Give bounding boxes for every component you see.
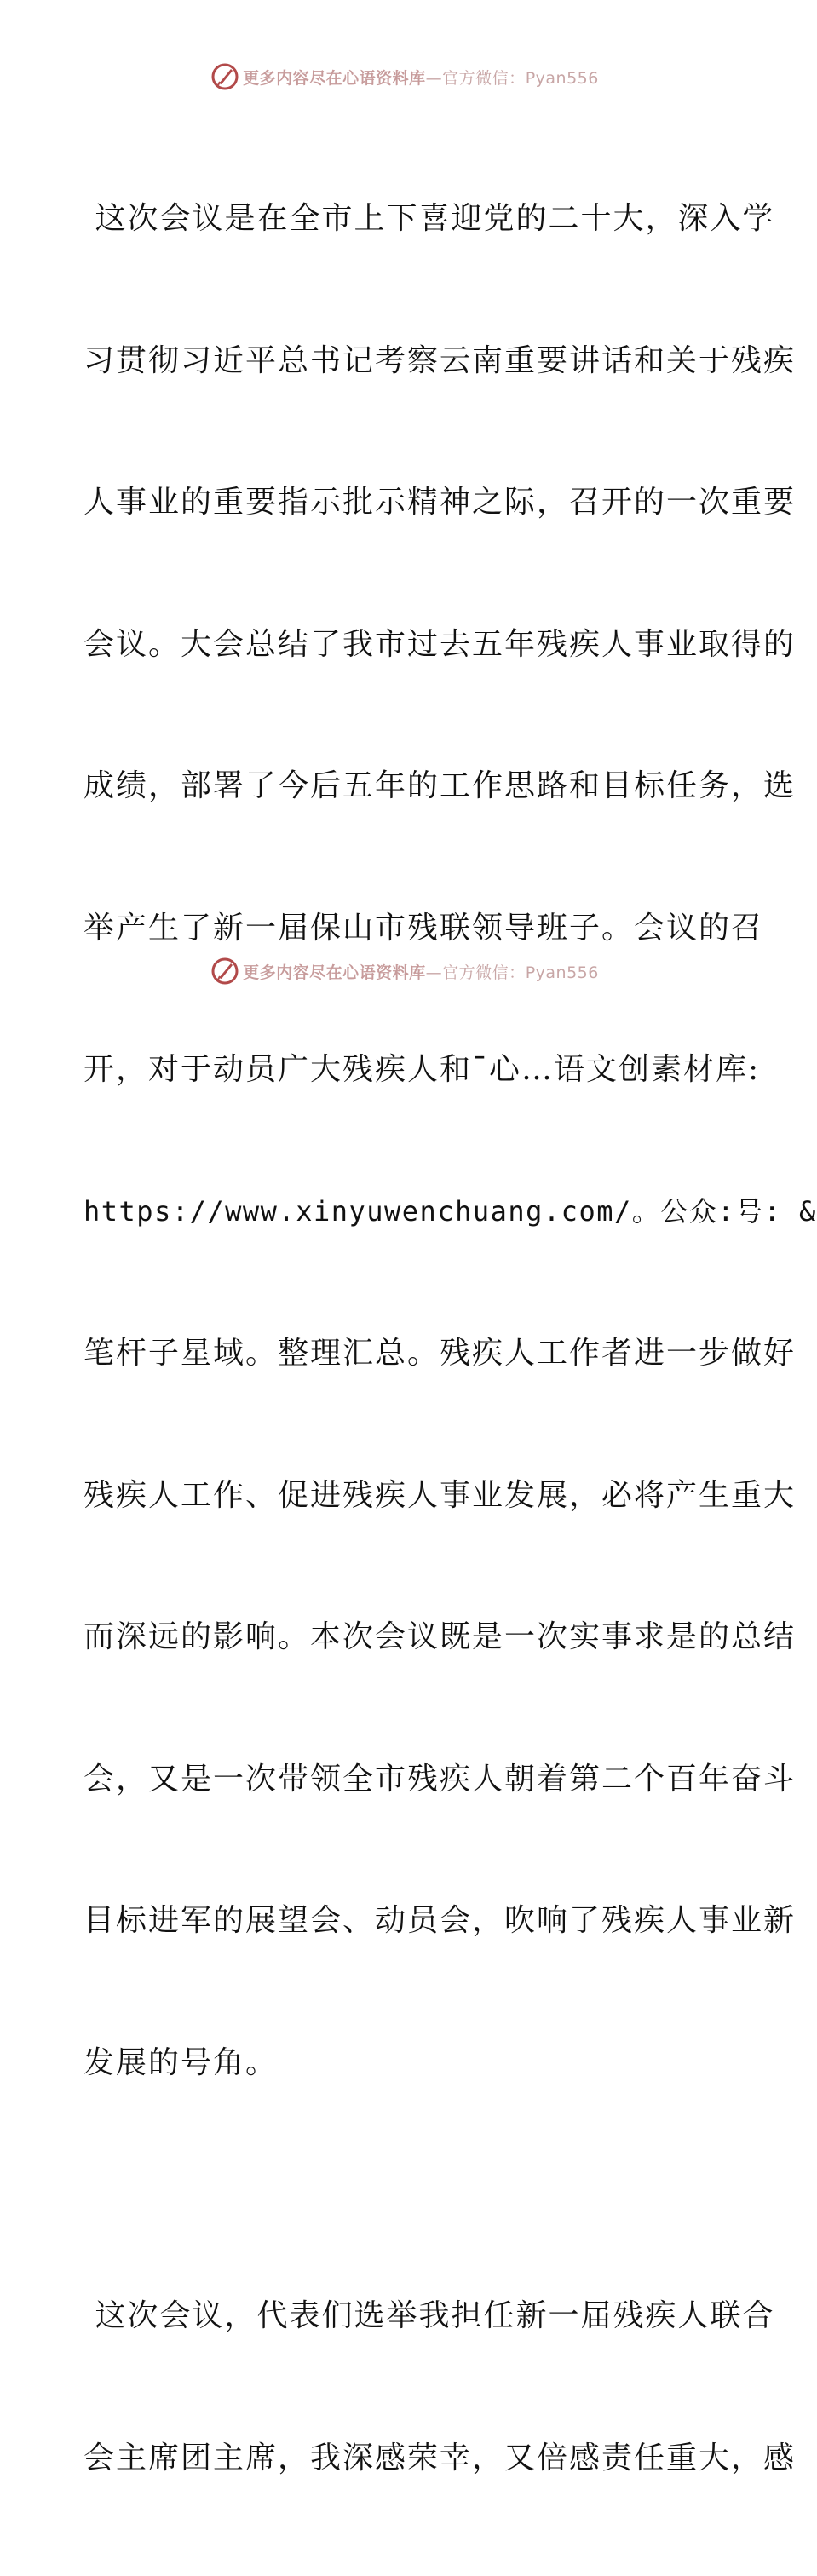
text-line-url: https://www.xinyuwenchuang.com/。公众:号: & bbox=[83, 1194, 817, 1228]
quill-pen-logo-icon bbox=[210, 62, 239, 91]
text-line: 这次会议，代表们选举我担任新一届残疾人联合 bbox=[83, 2298, 775, 2333]
footer-separator: — bbox=[425, 963, 443, 982]
header-watermark-banner bbox=[0, 60, 809, 94]
paragraph-2 bbox=[83, 2198, 797, 2576]
text-line: 会，又是一次带领全市残疾人朝着第二个百年奋斗 bbox=[83, 1761, 797, 1797]
header-wechat-label: 官方微信： bbox=[442, 68, 526, 88]
text-line: 人事业的重要指示批示精神之际，召开的一次重要 bbox=[83, 485, 797, 520]
text-line: 习贯彻习近平总书记考察云南重要讲话和关于残疾 bbox=[83, 342, 797, 378]
text-line: 残疾人工作、促进残疾人事业发展，必将产生重大 bbox=[83, 1477, 797, 1513]
footer-watermark-text bbox=[243, 960, 599, 983]
text-line: 目标进军的展望会、动员会，吹响了残疾人事业新 bbox=[83, 1903, 797, 1938]
header-separator: — bbox=[425, 68, 443, 88]
text-line: 笔杆子星域。整理汇总。残疾人工作者进一步做好 bbox=[83, 1336, 797, 1371]
text-line: 这次会议是在全市上下喜迎党的二十大，深入学 bbox=[83, 201, 775, 236]
paragraph-1 bbox=[83, 101, 817, 2181]
footer-watermark-banner bbox=[0, 954, 809, 988]
text-line: 而深远的影响。本次会议既是一次实事求是的总结 bbox=[83, 1619, 797, 1654]
text-line: 发展的号角。 bbox=[83, 2044, 279, 2080]
document-body bbox=[83, 101, 817, 2576]
text-line: 开，对于动员广大残疾人和¯心…语文创素材库: bbox=[83, 1052, 761, 1087]
text-line: 会议。大会总结了我市过去五年残疾人事业取得的 bbox=[83, 626, 797, 662]
footer-wechat-id: Pyan556 bbox=[525, 963, 599, 982]
footer-wechat-label: 官方微信： bbox=[442, 963, 526, 982]
text-line: 成绩，部署了今后五年的工作思路和目标任务，选 bbox=[83, 768, 797, 803]
quill-pen-logo-icon bbox=[210, 957, 239, 986]
text-line: 举产生了新一届保山市残联领导班子。会议的召 bbox=[83, 910, 764, 946]
text-line: 会主席团主席，我深感荣幸，又倍感责任重大，感 bbox=[83, 2440, 797, 2475]
header-brand-text: 更多内容尽在心语资料库 bbox=[243, 68, 426, 88]
footer-brand-text: 更多内容尽在心语资料库 bbox=[243, 963, 426, 982]
header-watermark-text bbox=[243, 66, 599, 89]
header-wechat-id: Pyan556 bbox=[525, 68, 599, 88]
